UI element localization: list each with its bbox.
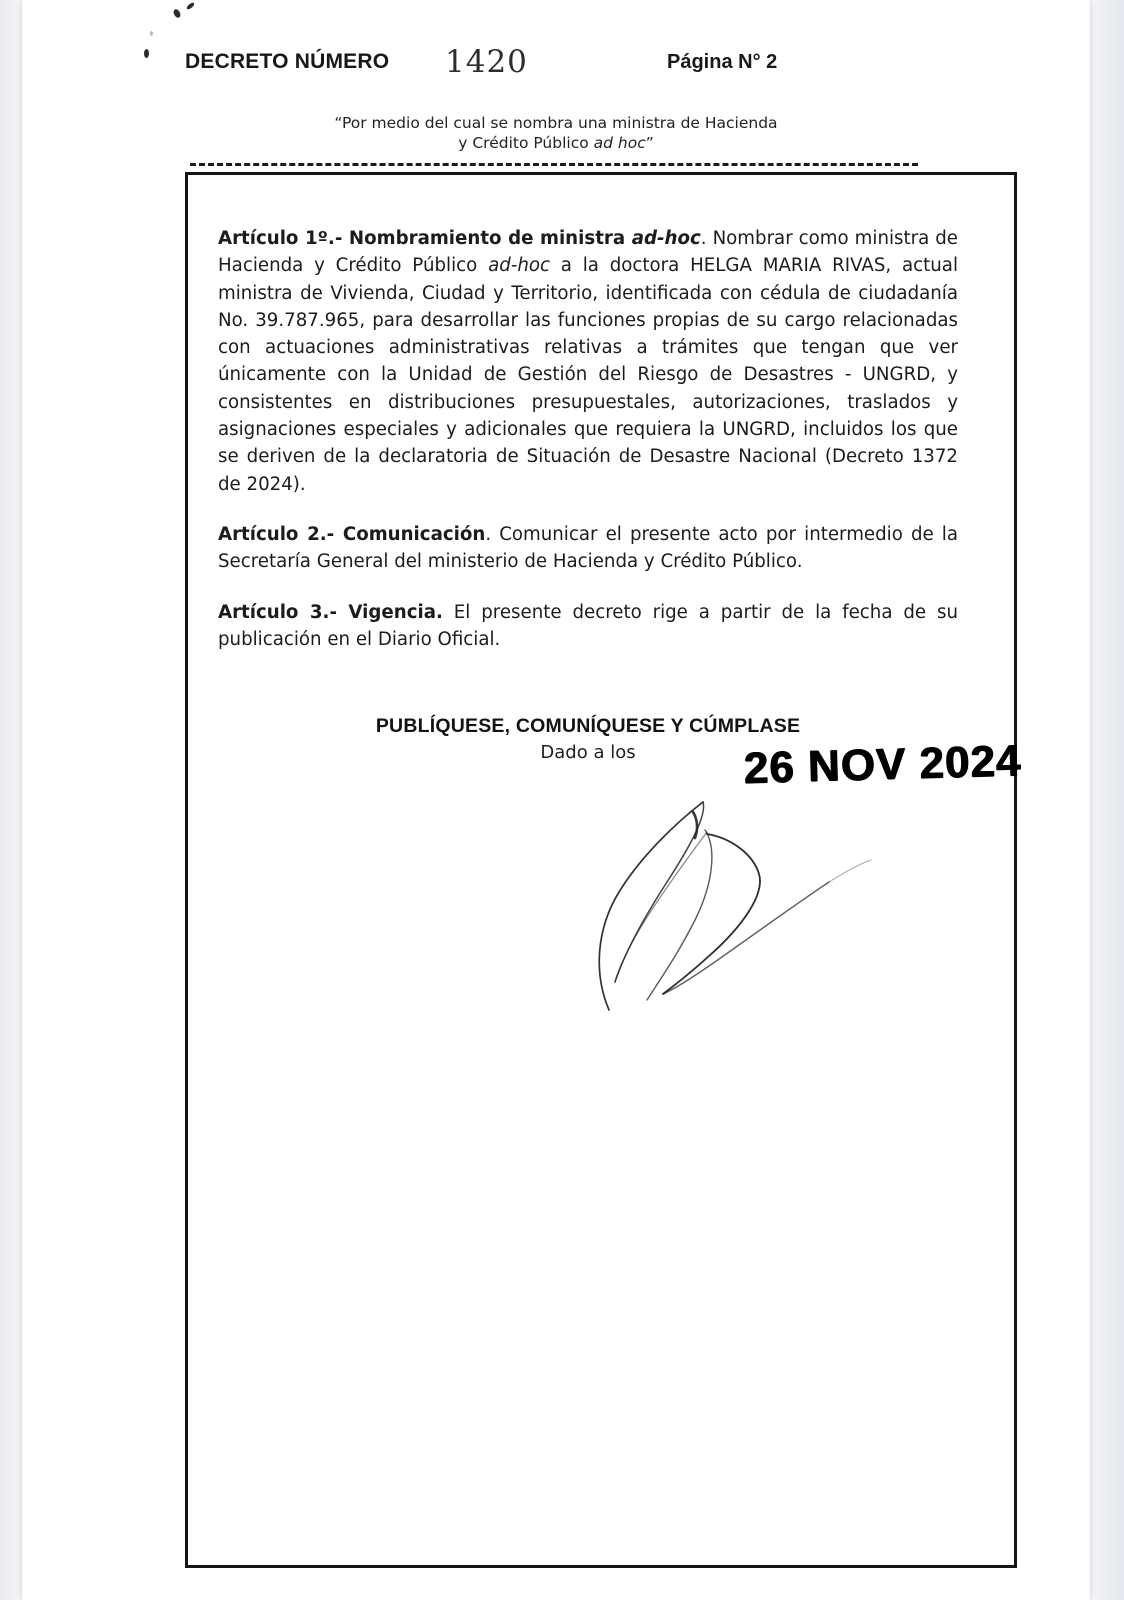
dashed-separator-rule (190, 163, 918, 166)
page-background-left-edge (0, 0, 22, 1600)
document-header (22, 44, 1090, 86)
subtitle-line-2-suffix: ” (645, 134, 654, 152)
article-1-body-part-2: a la doctora HELGA MARIA RIVAS, actual ministra de Vivienda, Ciudad y Territorio, identificada con cédula de ciudadanía No. 39.787.965, para desarrollar las funciones propias de su cargo relacionadas con actuaciones administrativas relativas a trámites que tengan que ver únicamente con la Unidad de Gestión del Riesgo de Desastres - UNGRD, y consistentes en distribuciones presupuestales, autorizaciones, traslados y asignaciones especiales y adicionales que requiera la UNGRD, incluidos los que se deriven de la declaratoria de Situación de Desastre Nacional (Decreto 1372 de 2024). (218, 255, 958, 495)
article-1-body-part-1: . Nombrar como ministra de Hacienda y Crédito Público (218, 228, 958, 277)
page-number-label: Página N° 2 (667, 51, 778, 73)
document-subtitle (22, 113, 1090, 153)
document-body (218, 225, 958, 653)
page-background-right-edge (1090, 0, 1124, 1600)
article-1-paragraph (218, 225, 958, 498)
scan-speck (186, 2, 196, 11)
article-2-body: . Comunicar el presente acto por intermedio de la Secretaría General del ministerio de Hacienda y Crédito Público. (218, 523, 958, 573)
article-3-body: El presente decreto rige a partir de la fecha de su publicación en el Diario Oficial. (218, 601, 958, 650)
article-1-heading: Artículo 1º.- Nombramiento de ministra (218, 228, 632, 249)
article-1-body-italic: ad-hoc (488, 255, 550, 277)
document-page (22, 0, 1090, 1600)
date-stamp: 26 NOV 2024 (743, 736, 1023, 793)
article-3-heading-number: Artículo 3 (218, 601, 323, 623)
scan-speck (172, 8, 182, 19)
subtitle-line-2-prefix: y Crédito Público (458, 134, 594, 152)
decreto-numero-label: DECRETO NÚMERO (185, 50, 390, 73)
article-3-paragraph (218, 599, 958, 654)
article-2-paragraph (218, 521, 958, 576)
article-2-heading: Artículo 2.- Comunicación (218, 523, 486, 545)
scan-speck (150, 31, 153, 36)
subtitle-line-1: “Por medio del cual se nombra una ministra de Hacienda (334, 114, 778, 132)
publiquese-line: PUBLÍQUESE, COMUNÍQUESE Y CÚMPLASE (375, 715, 801, 737)
article-3-heading-title: .- Vigencia. (322, 601, 443, 623)
subtitle-line-2-italic: ad hoc (593, 134, 646, 152)
dado-a-los-label: Dado a los (540, 742, 636, 763)
article-1-heading-italic: ad-hoc (631, 228, 701, 249)
decreto-number-value: 1420 (445, 44, 528, 80)
